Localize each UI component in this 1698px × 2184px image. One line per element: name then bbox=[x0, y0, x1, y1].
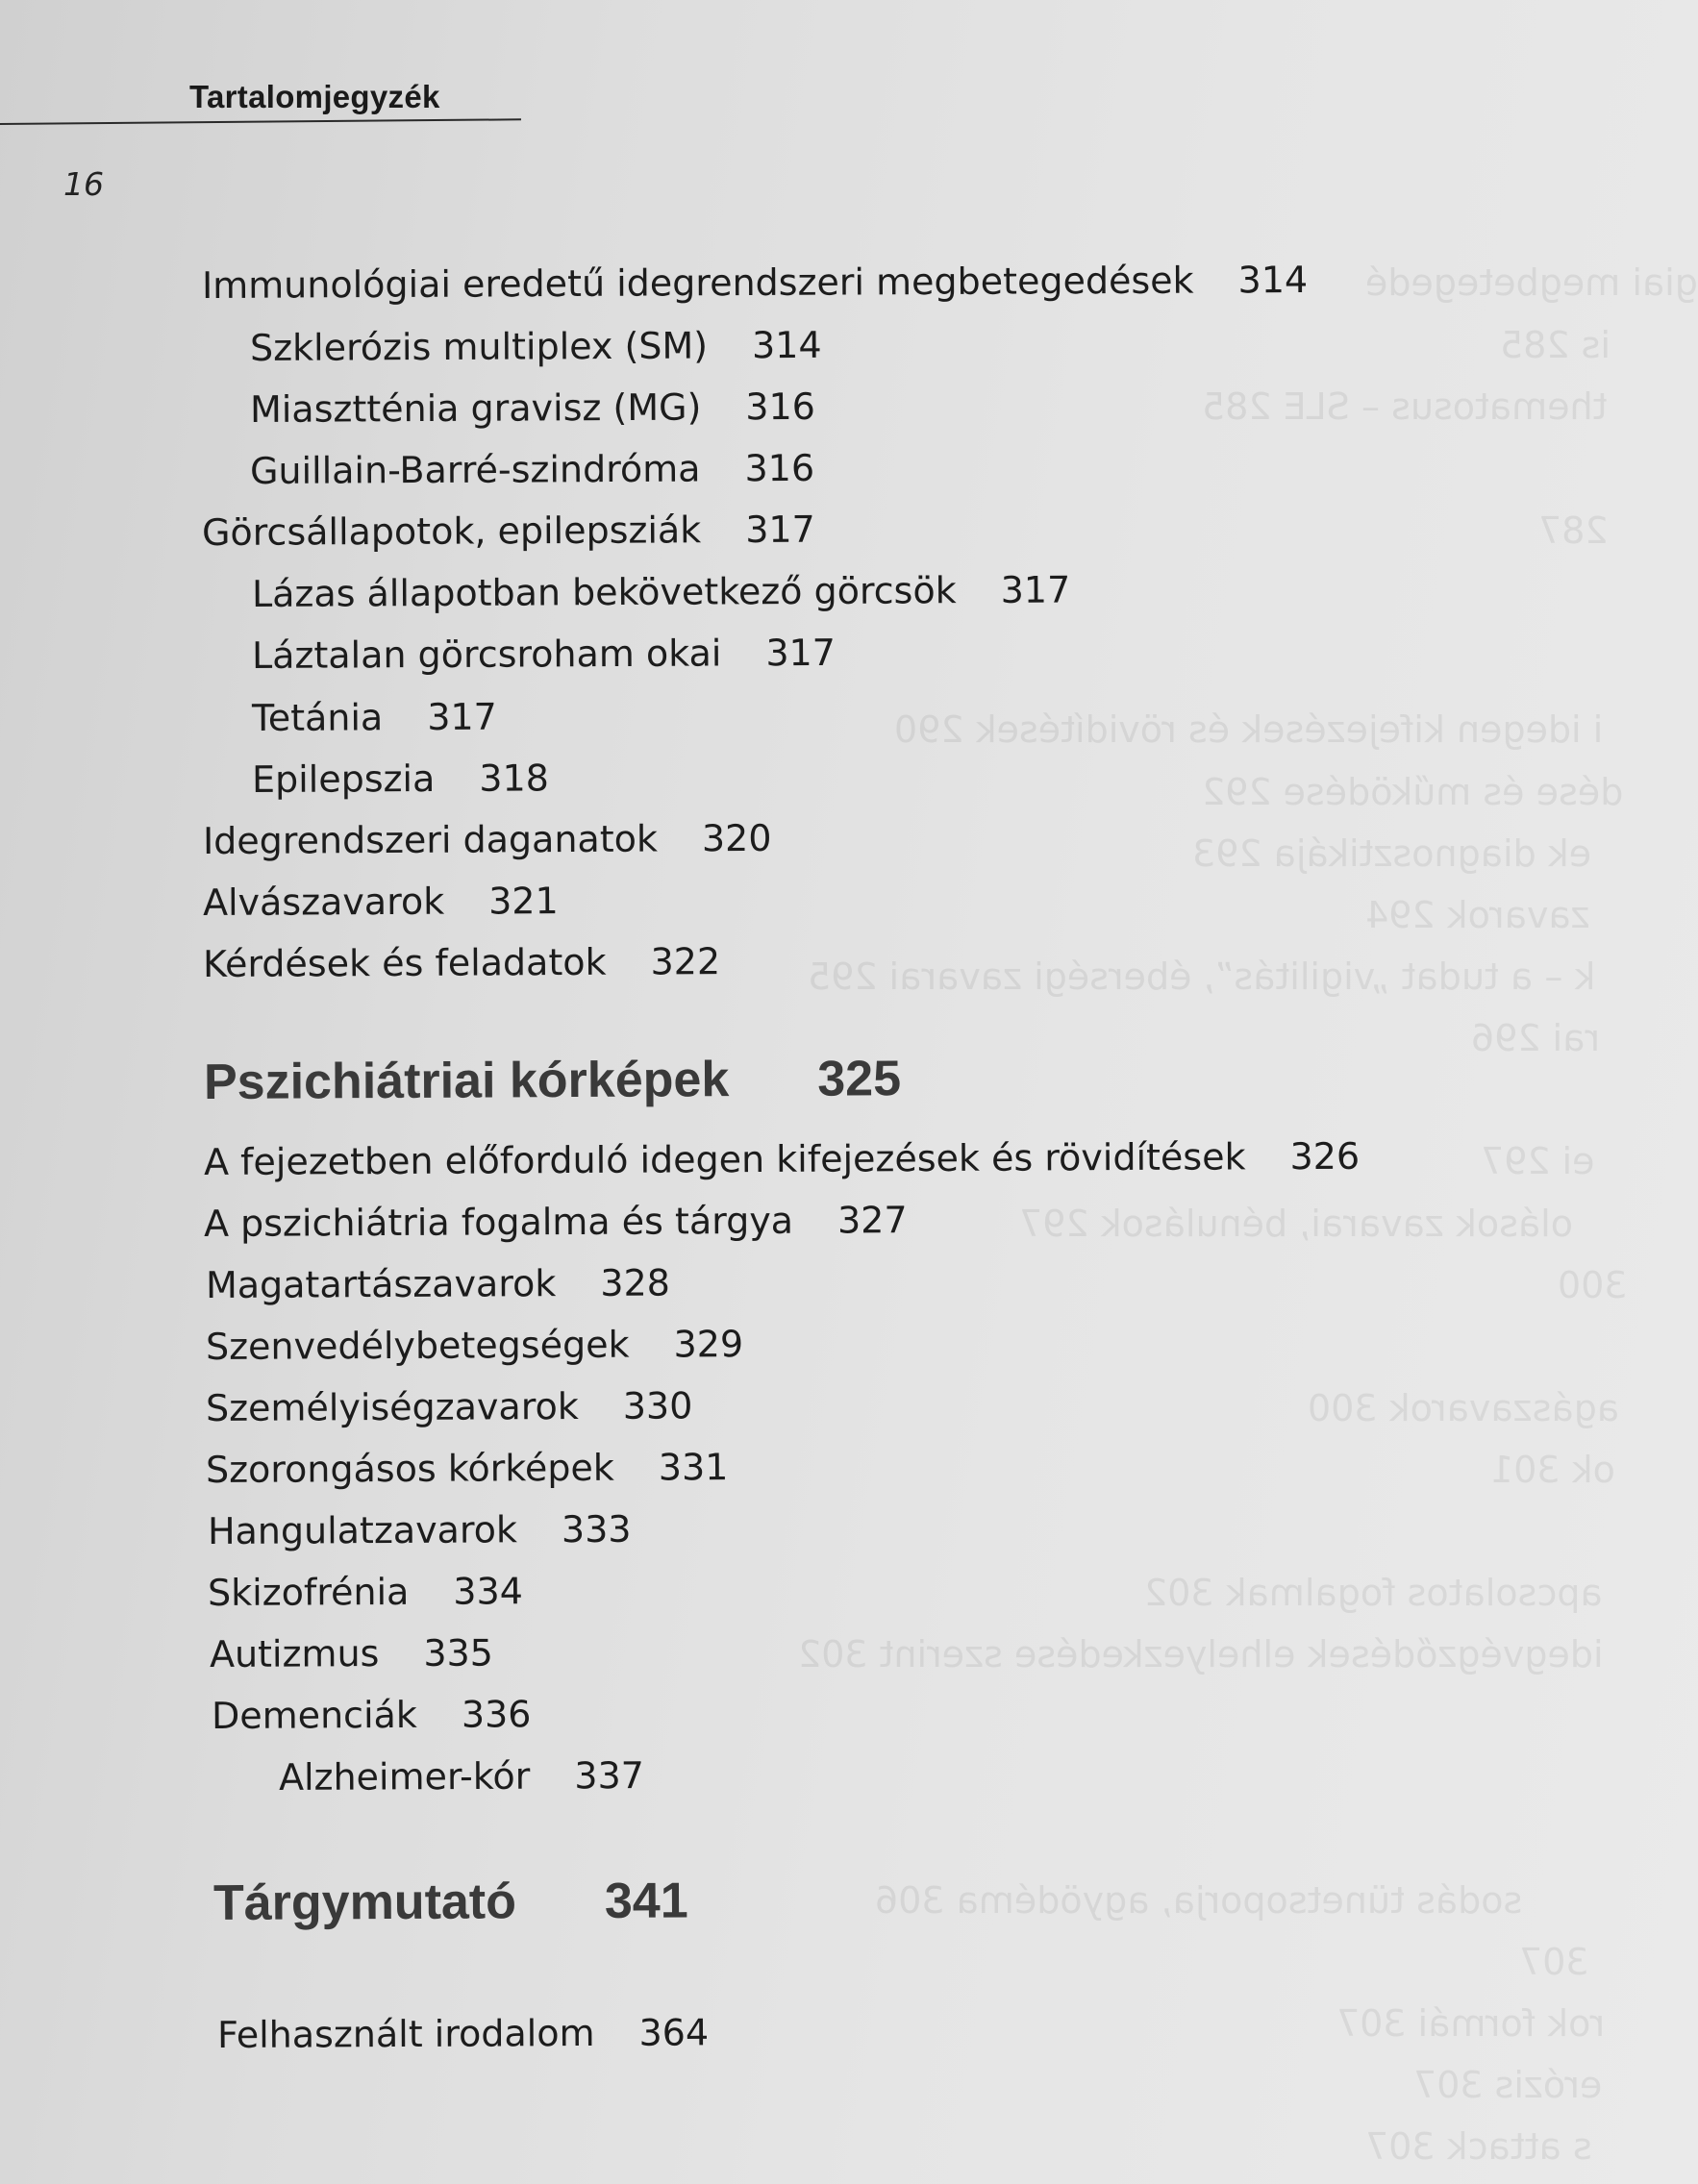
toc-entry-title: A pszichiátria fogalma és tárgya bbox=[203, 1199, 794, 1245]
bleed-through-line: k – a tudat „vigilitás”, éberségi zavarai 295 bbox=[808, 956, 1596, 998]
toc-entry-title: Szorongásos kórképek bbox=[205, 1446, 614, 1491]
bleed-through-line: is 285 bbox=[1500, 324, 1611, 366]
bleed-through-line: apcsolatos fogalmak 302 bbox=[1144, 1572, 1603, 1614]
bleed-through-line: 307 bbox=[1519, 1941, 1589, 1983]
toc-entry-title: Szklerózis multiplex (SM) bbox=[249, 324, 709, 369]
toc-entry-page: 317 bbox=[427, 695, 497, 739]
toc-entry-title: Szenvedélybetegségek bbox=[205, 1323, 630, 1368]
bleed-through-line: s attack 307 bbox=[1365, 2125, 1592, 2168]
toc-entry-title: Immunológiai eredetű idegrendszeri megbetegedések bbox=[201, 259, 1194, 307]
toc-entry-title: Alvászavarok bbox=[202, 880, 445, 924]
toc-entry-title: Demenciák bbox=[211, 1693, 417, 1737]
toc-entry-page: 335 bbox=[423, 1631, 494, 1675]
toc-entry-page: 364 bbox=[638, 2011, 710, 2054]
toc-entry-page: 336 bbox=[461, 1693, 532, 1736]
toc-entry-page: 314 bbox=[1237, 258, 1309, 302]
bleed-through-line: thematosus – SLE 285 bbox=[1202, 385, 1608, 428]
toc-entry-page: 317 bbox=[765, 631, 837, 675]
toc-entry[interactable] bbox=[203, 940, 720, 985]
chapter-heading[interactable] bbox=[213, 1872, 688, 1932]
toc-entry[interactable] bbox=[204, 1135, 1360, 1183]
toc-entry[interactable] bbox=[206, 1384, 693, 1429]
toc-entry[interactable] bbox=[208, 1570, 523, 1614]
toc-entry[interactable] bbox=[208, 1508, 632, 1552]
running-header: Tartalomjegyzék bbox=[189, 79, 440, 114]
toc-entry[interactable] bbox=[206, 1261, 670, 1306]
toc-entry-page: 337 bbox=[574, 1754, 644, 1798]
header-rule bbox=[0, 118, 521, 125]
toc-entry-title: Láztalan görcsroham okai bbox=[251, 632, 722, 677]
toc-entry-page: 326 bbox=[1289, 1134, 1361, 1179]
bleed-through-line: ei 297 bbox=[1481, 1140, 1595, 1182]
toc-entry-title: Kérdések és feladatok bbox=[202, 940, 607, 985]
toc-entry[interactable] bbox=[279, 1754, 644, 1799]
toc-entry-page: 317 bbox=[1000, 568, 1071, 611]
toc-entry-title: Lázas állapotban bekövetkező görcsök bbox=[251, 569, 957, 615]
chapter-heading[interactable] bbox=[204, 1050, 901, 1111]
toc-entry[interactable] bbox=[210, 1631, 493, 1675]
bleed-through-line: zavarok 294 bbox=[1365, 894, 1590, 936]
toc-entry[interactable] bbox=[203, 817, 772, 862]
toc-entry-title: Magatartászavarok bbox=[205, 1262, 557, 1306]
toc-entry-page: 317 bbox=[745, 508, 815, 552]
toc-entry[interactable] bbox=[206, 1446, 729, 1491]
toc-entry[interactable] bbox=[252, 632, 836, 677]
toc-entry-page: 318 bbox=[479, 757, 549, 800]
bleed-through-line: ek diagnosztikája 293 bbox=[1192, 832, 1592, 875]
toc-entry-title: Skizofrénia bbox=[207, 1570, 410, 1614]
bleed-through-line: agászavarok 300 bbox=[1308, 1387, 1620, 1429]
toc-entry[interactable] bbox=[252, 757, 549, 801]
bleed-through-line: giai megbetegedé bbox=[1365, 261, 1698, 304]
toc-entry-title: Személyiségzavarok bbox=[205, 1384, 579, 1429]
toc-entry-page: 316 bbox=[745, 385, 815, 429]
toc-entry-title: Epilepszia bbox=[251, 757, 436, 801]
toc-entry-page: 330 bbox=[622, 1384, 693, 1427]
toc-entry-title: Tetánia bbox=[251, 696, 384, 739]
bleed-through-line: rok formái 307 bbox=[1336, 2002, 1606, 2045]
bleed-through-line: 287 bbox=[1538, 509, 1609, 552]
toc-entry-page: 331 bbox=[658, 1446, 729, 1489]
chapter-heading-page: 341 bbox=[604, 1873, 688, 1929]
bleed-through-line: idegvégződések elhelyezkedése szerint 302 bbox=[798, 1633, 1604, 1675]
toc-entry-page: 322 bbox=[650, 940, 721, 983]
bleed-through-line: erózis 307 bbox=[1413, 2064, 1603, 2106]
bleed-through-line: dése és működése 292 bbox=[1202, 771, 1624, 813]
bleed-through-line: sodás tünetsoporja, agyödéma 306 bbox=[875, 1879, 1523, 1922]
toc-entry[interactable] bbox=[250, 324, 822, 369]
toc-entry[interactable] bbox=[206, 1323, 743, 1368]
toc-entry-page: 314 bbox=[751, 323, 822, 367]
toc-entry[interactable] bbox=[203, 880, 559, 924]
bleed-through-line: rai 296 bbox=[1471, 1017, 1601, 1059]
bleed-through-line: i idegen kifejezések és rövidítések 290 bbox=[894, 708, 1604, 751]
toc-entry[interactable] bbox=[250, 447, 814, 492]
toc-entry[interactable] bbox=[250, 385, 815, 431]
toc-entry[interactable] bbox=[252, 696, 497, 739]
toc-entry-page: 316 bbox=[744, 446, 815, 490]
toc-entry-title: Idegrendszeri daganatok bbox=[202, 817, 659, 862]
toc-entry-title: A fejezetben előforduló idegen kifejezések és rövidítések bbox=[203, 1135, 1246, 1183]
toc-entry-page: 334 bbox=[453, 1570, 524, 1613]
toc-entry[interactable] bbox=[204, 1199, 908, 1245]
toc-entry-title: Miasztténia gravisz (MG) bbox=[249, 385, 702, 431]
toc-entry-page: 321 bbox=[488, 880, 559, 923]
page-number: 16 bbox=[63, 165, 104, 203]
bleed-through-line: ok 301 bbox=[1490, 1449, 1615, 1491]
toc-entry-page: 327 bbox=[837, 1199, 908, 1242]
toc-entry[interactable] bbox=[252, 569, 1070, 615]
toc-entry-title: Autizmus bbox=[209, 1632, 380, 1675]
chapter-heading-page: 325 bbox=[817, 1051, 902, 1107]
toc-entry-page: 329 bbox=[673, 1323, 744, 1366]
bleed-through-line: 300 bbox=[1558, 1264, 1628, 1306]
toc-entry-page: 320 bbox=[701, 816, 772, 860]
toc-entry-title: Felhasznált irodalom bbox=[216, 2011, 595, 2056]
toc-entry[interactable] bbox=[217, 2011, 709, 2056]
toc-entry[interactable] bbox=[202, 259, 1308, 307]
bleed-through-line: olások zavarai, bénulások 297 bbox=[1019, 1203, 1574, 1245]
toc-entry-title: Görcsállapotok, epilepsziák bbox=[201, 509, 702, 554]
toc-entry-title: Alzheimer-kór bbox=[278, 1754, 531, 1799]
toc-entry[interactable] bbox=[212, 1693, 532, 1737]
chapter-heading-title: Pszichiátriai kórképek bbox=[203, 1052, 730, 1110]
toc-entry-title: Hangulatzavarok bbox=[207, 1508, 518, 1552]
toc-entry-title: Guillain-Barré-szindróma bbox=[249, 447, 701, 492]
toc-entry[interactable] bbox=[202, 509, 815, 554]
toc-entry-page: 333 bbox=[561, 1507, 632, 1551]
toc-entry-page: 328 bbox=[600, 1261, 670, 1304]
chapter-heading-title: Tárgymutató bbox=[212, 1874, 517, 1931]
